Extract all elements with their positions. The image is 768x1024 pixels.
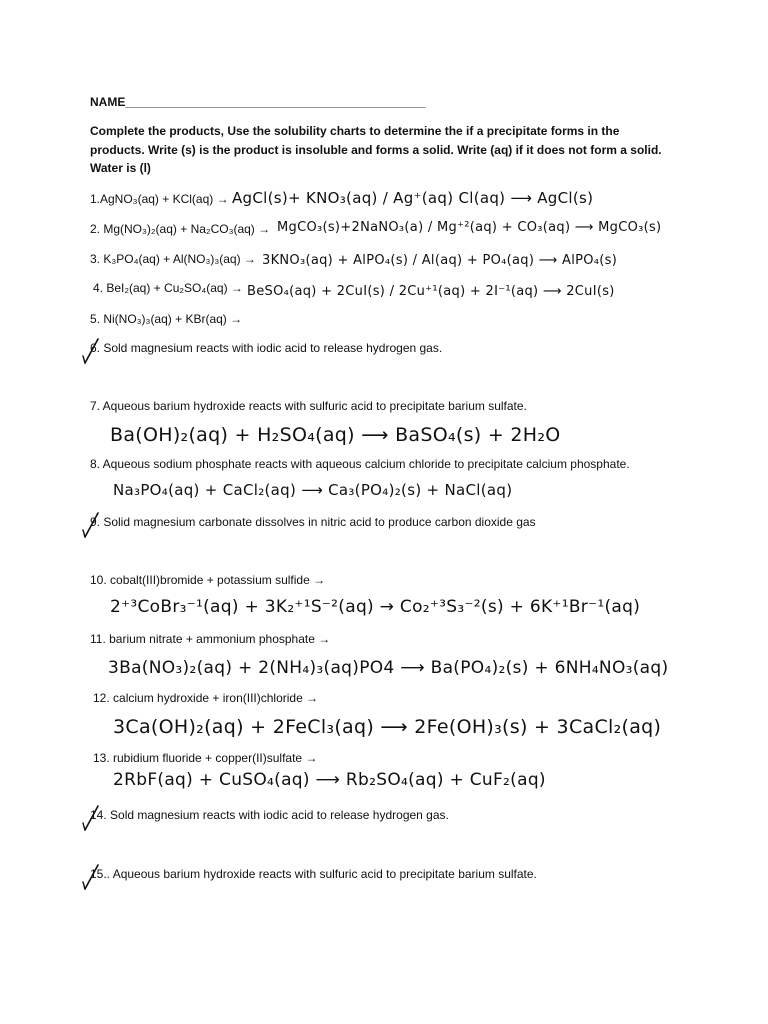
- question-10-answer: 2⁺³CoBr₃⁻¹(aq) + 3K₂⁺¹S⁻²(aq) → Co₂⁺³S₃⁻²(s) + 6K⁺¹Br⁻¹(aq): [110, 597, 641, 617]
- slash-mark-icon: [80, 803, 104, 833]
- question-2-prompt: 2. Mg(NO₃)₂(aq) + Na₂CO₃(aq) →: [90, 222, 271, 236]
- question-1-prompt: 1.AgNO₃(aq) + KCl(aq) →: [90, 192, 229, 206]
- question-7-prompt: 7. Aqueous barium hydroxide reacts with sulfuric acid to precipitate barium sulfate.: [90, 399, 527, 413]
- question-13-answer: 2RbF(aq) + CuSO₄(aq) ⟶ Rb₂SO₄(aq) + CuF₂(aq): [113, 770, 546, 790]
- question-4-answer: BeSO₄(aq) + 2CuI(s) / 2Cu⁺¹(aq) + 2I⁻¹(aq) ⟶ 2CuI(s): [247, 284, 615, 299]
- name-line: NAME_____________________________________________: [90, 95, 426, 109]
- slash-mark-icon: [80, 862, 104, 892]
- question-5-prompt: 5. Ni(NO₃)₃(aq) + KBr(aq) →: [90, 312, 243, 326]
- slash-mark-icon: [80, 510, 104, 540]
- question-11-prompt: 11. barium nitrate + ammonium phosphate →: [90, 632, 331, 646]
- question-10-prompt: 10. cobalt(III)bromide + potassium sulfide →: [90, 573, 326, 587]
- instructions-line-2: products. Write (s) is the product is insoluble and forms a solid. Write (aq) if it does not form a solid.: [90, 143, 662, 157]
- instructions-line-3: Water is (l): [90, 161, 151, 175]
- question-8-answer: Na₃PO₄(aq) + CaCl₂(aq) ⟶ Ca₃(PO₄)₂(s) + NaCl(aq): [113, 481, 513, 499]
- question-8-prompt: 8. Aqueous sodium phosphate reacts with aqueous calcium chloride to precipitate calcium phosphate.: [90, 457, 630, 471]
- question-7-answer: Ba(OH)₂(aq) + H₂SO₄(aq) ⟶ BaSO₄(s) + 2H₂O: [110, 424, 561, 446]
- instructions-line-1: Complete the products, Use the solubility charts to determine the if a precipitate forms in the: [90, 124, 620, 138]
- question-11-answer: 3Ba(NO₃)₂(aq) + 2(NH₄)₃(aq)PO4 ⟶ Ba(PO₄)₂(s) + 6NH₄NO₃(aq): [108, 658, 669, 678]
- question-3-prompt: 3. K₃PO₄(aq) + Al(NO₃)₃(aq) →: [90, 252, 256, 266]
- question-9-prompt: 9. Solid magnesium carbonate dissolves in nitric acid to produce carbon dioxide gas: [90, 515, 536, 529]
- question-15-prompt: 15.. Aqueous barium hydroxide reacts with sulfuric acid to precipitate barium sulfate.: [90, 867, 537, 881]
- question-1-answer: AgCl(s)+ KNO₃(aq) / Ag⁺(aq) Cl(aq) ⟶ AgCl(s): [232, 189, 594, 207]
- slash-mark-icon: [80, 336, 104, 366]
- question-6-prompt: 6. Sold magnesium reacts with iodic acid to release hydrogen gas.: [90, 341, 443, 355]
- question-12-answer: 3Ca(OH)₂(aq) + 2FeCl₃(aq) ⟶ 2Fe(OH)₃(s) + 3CaCl₂(aq): [113, 716, 662, 738]
- question-3-answer: 3KNO₃(aq) + AlPO₄(s) / Al(aq) + PO₄(aq) ⟶ AlPO₄(s): [262, 253, 618, 268]
- question-13-prompt: 13. rubidium fluoride + copper(II)sulfate →: [93, 751, 318, 765]
- question-2-answer: MgCO₃(s)+2NaNO₃(a) / Mg⁺²(aq) + CO₃(aq) ⟶ MgCO₃(s): [277, 220, 662, 235]
- question-14-prompt: 14. Sold magnesium reacts with iodic acid to release hydrogen gas.: [90, 808, 449, 822]
- question-12-prompt: 12. calcium hydroxide + iron(III)chloride →: [93, 691, 319, 705]
- question-4-prompt: 4. BeI₂(aq) + Cu₂SO₄(aq) →: [93, 281, 243, 295]
